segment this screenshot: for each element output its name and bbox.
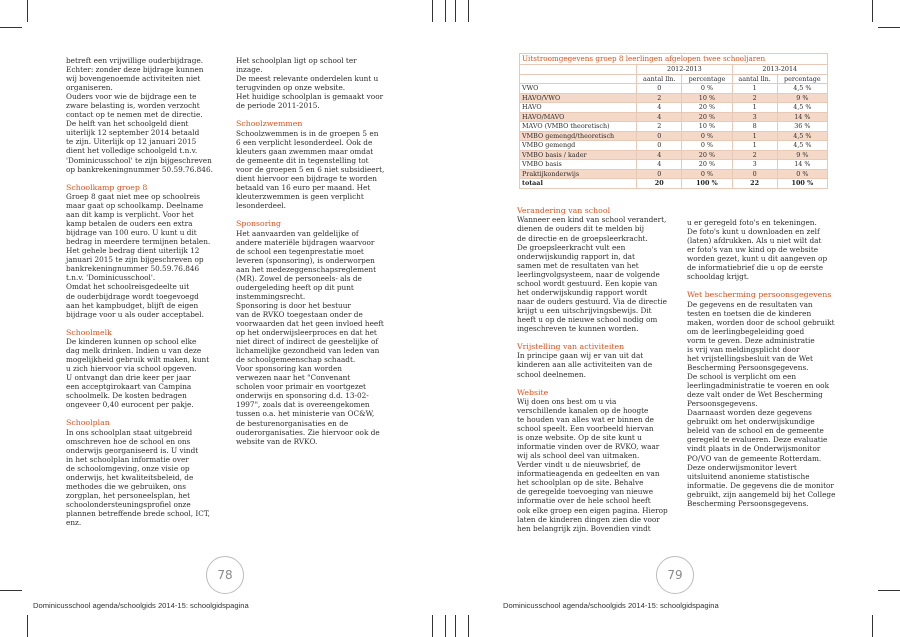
- paragraph: Het schoolplan ligt op school ter inzage. De meest relevante onderdelen kunt u terugvinden op onze website. Het huidige schoolplan is gemaakt voor de periode 2011-2015.: [236, 56, 384, 111]
- table-row: [520, 169, 828, 179]
- crop-mark: [878, 590, 900, 591]
- section-heading: Vrijstelling van activiteiten: [517, 342, 625, 352]
- crop-mark: [468, 0, 469, 22]
- section-heading: Schoolplan: [66, 418, 110, 428]
- left-page-column-1: [66, 56, 236, 527]
- table-cell: 0 %: [777, 169, 827, 179]
- column-header: aantal lln.: [732, 74, 777, 84]
- table-cell: 20 %: [682, 160, 732, 170]
- page-footer: Dominicusschool agenda/schoolgids 2014-15: schoolgidspagina: [33, 601, 249, 610]
- table-cell: 4: [637, 103, 682, 113]
- table-row: [520, 131, 828, 141]
- paragraph: De kinderen kunnen op school elke dag melk drinken. Indien u van deze mogelijkheid gebruik wilt maken, kunt u zich hiervoor via school opgeven. U ontvangt dan drie keer per jaar een acceptgirokaart van Campina schoolmelk. De kosten bedragen ongeveer 0,40 eurocent per pakje.: [66, 337, 210, 410]
- table-cell: 10 %: [682, 93, 732, 103]
- table-cell: 4: [637, 160, 682, 170]
- table-row: [520, 141, 828, 151]
- table-cell: 8: [732, 122, 777, 132]
- table-cell: 0 %: [682, 141, 732, 151]
- row-label: Praktijkonderwijs: [520, 169, 637, 179]
- crop-mark: [468, 615, 469, 637]
- section-heading: Wet bescherming persoonsgegevens: [687, 290, 832, 300]
- crop-mark: [432, 0, 433, 22]
- paragraph: betreft een vrijwillige ouderbijdrage. Echter: zonder deze bijdrage kunnen wij bovengenoemde activiteiten niet organiseren. Ouders voor wie de bijdrage een te zware belasting is, worden verzocht contact op te nemen met de directie. De helft van het schoolgeld dient uiterlijk 12 september 2014 betaald te zijn. Uiterlijk op 12 januari 2015 dient het volledige schoolgeld t.n.v. 'Dominicusschool' te zijn bijgeschreven op bankrekeningnummer 50.59.76.846.: [66, 56, 213, 174]
- table-cell: 2: [732, 93, 777, 103]
- page-number: 78: [206, 556, 244, 594]
- table-cell: 22: [732, 179, 777, 189]
- right-page-column-1: [517, 206, 687, 533]
- table-cell: 4: [637, 112, 682, 122]
- row-label: VMBO gemengd/theoretisch: [520, 131, 637, 141]
- table-cell: 3: [732, 112, 777, 122]
- paragraph: Schoolzwemmen is in de groepen 5 en 6 een verplicht lesonderdeel. Ook de kleuters gaan zwemmen maar omdat de gemeente dit in tegenstelling tot voor de groepen 5 en 6 niet subsidieert, dient hiervoor een bijdrage te worden betaald van 16 euro per maand. Het kleuterzwemmen is geen verplicht lesonderdeel.: [236, 128, 385, 211]
- table-cell: 1: [732, 103, 777, 113]
- row-label: MAVO (VMBO theoretisch): [520, 122, 637, 132]
- table-cell: 0 %: [682, 169, 732, 179]
- column-header: percentage: [777, 74, 827, 84]
- paragraph: In principe gaan wij er van uit dat kinderen aan alle activiteiten van de school deelnemen.: [517, 351, 653, 379]
- table-cell: 20 %: [682, 150, 732, 160]
- table-corner: [520, 74, 637, 84]
- row-label: VWO: [520, 84, 637, 94]
- table-cell: 4,5 %: [777, 103, 827, 113]
- table-cell: 2: [637, 122, 682, 132]
- table-cell: 20 %: [682, 103, 732, 113]
- paragraph: u er geregeld foto's en tekeningen. De foto's kunt u downloaden en zelf (laten) afdrukken. Als u niet wilt dat er foto's van uw kind op de website worden gezet, kunt u dit aangeven op de informatiebrief die u op de eerste schooldag krijgt.: [687, 218, 828, 282]
- outflow-table: [519, 53, 828, 189]
- section-heading: Verandering van school: [517, 206, 611, 215]
- section-heading: Schoolzwemmen: [236, 119, 303, 129]
- page-number: 79: [656, 556, 694, 594]
- paragraph: Wij doen ons best om u via verschillende kanalen op de hoogte te houden van alles wat er binnen de school speelt. Een voorbeeld hiervan is onze website. Op de site kunt u informatie vinden over de RVKO, waar wij als school deel van uitmaken. Verder vindt u de nieuwsbrief, de informatieagenda en gedeelten en van het schoolplan op de site. Behalve de geregelde toevoeging van nieuwe informatie over de hele school heeft ook elke groep een eigen pagina. Hierop laten de kinderen dingen zien die voor hen belangrijk zijn. Bovendien vindt: [517, 396, 668, 533]
- crop-mark: [872, 615, 873, 637]
- crop-mark: [27, 0, 28, 22]
- table-cell: 9 %: [777, 93, 827, 103]
- row-label: HAVO: [520, 103, 637, 113]
- right-page-column-2: [687, 218, 859, 508]
- table-cell: 0: [637, 141, 682, 151]
- table-cell: 1: [732, 84, 777, 94]
- crop-mark: [27, 615, 28, 637]
- left-page-column-2: [236, 56, 406, 446]
- year-header: 2012-2013: [637, 65, 732, 75]
- table-row: [520, 93, 828, 103]
- section-heading: Schoolkamp groep 8: [66, 182, 148, 192]
- paragraph: De gegevens en de resultaten van testen en toetsen die de kinderen maken, worden door de school gebruikt om de leerlingbegeleiding goed vorm te geven. Deze administratie is vrij van meldingsplicht door het vrijstellingsbesluit van de Wet Bescherming Persoonsgegevens. De school is verplicht om een leerlingadministratie te voeren en ook deze valt onder de Wet Bescherming Persoonsgegevens. Daarnaast worden deze gegevens gebruikt om het onderwijskundige beleid van de school en de gemeente geregeld te evalueren. Deze evaluatie vindt plaats in de Onderwijsmonitor PO/VO van de gemeente Rotterdam. Deze onderwijsmonitor levert uitsluitend anonieme statistische informatie. De gegevens die de monitor gebruikt, zijn aangemeld bij het College Bescherming Persoonsgegevens.: [687, 299, 836, 508]
- crop-mark: [878, 27, 900, 28]
- table-cell: 100 %: [682, 179, 732, 189]
- crop-mark: [445, 0, 446, 22]
- crop-mark: [432, 615, 433, 637]
- row-label: VMBO gemengd: [520, 141, 637, 151]
- crop-mark: [445, 615, 446, 637]
- table-cell: 4,5 %: [777, 141, 827, 151]
- crop-mark: [0, 27, 22, 28]
- table-cell: 2: [732, 150, 777, 160]
- table-cell: 4,5 %: [777, 131, 827, 141]
- table-cell: 0 %: [682, 84, 732, 94]
- table-cell: 2: [637, 93, 682, 103]
- crop-mark: [455, 615, 456, 637]
- row-label: HAVO/MAVO: [520, 112, 637, 122]
- table-row: [520, 150, 828, 160]
- paragraph: Het aanvaarden van geldelijke of andere materiële bijdragen waarvoor de school een tegenprestatie moet leveren (sponsoring), is onderworpen aan het medezeggenschapsreglement (MR). Zowel de personeels- als de oudergeleding heeft op dit punt instemmingsrecht. Sponsoring is door het bestuur van de RVKO toegestaan onder de voorwaarden dat het geen invloed heeft op het onderwijsleerproces en dat het niet direct of indirect de geestelijke of lichamelijke gezondheid van leden van de schoolgemeenschap schaadt. Voor sponsoring kan worden verwezen naar het "Convenant scholen voor primair en voortgezet onderwijs en sponsoring d.d. 13-02- 1997", zoals dat is overeengekomen tussen o.a. het ministerie van OC&W, de besturenorganisaties en de ouderorganisaties. Zie hiervoor ook de website van de RVKO.: [236, 228, 384, 446]
- table-cell: 0: [637, 131, 682, 141]
- row-label: VMBO basis / kader: [520, 150, 637, 160]
- paragraph: Groep 8 gaat niet mee op schoolreis maar gaat op schoolkamp. Deelname aan dit kamp is verplicht. Voor het kamp betalen de ouders een extra bijdrage van 100 euro. U kunt u dit bedrag in meerdere termijnen betalen. Het gehele bedrag dient uiterlijk 12 januari 2015 te zijn bijgeschreven op bankrekeningnummer 50.59.76.846 t.n.v. 'Dominicusschool'. Omdat het schoolreisgedeelte uit de ouderbijdrage wordt toegevoegd aan het kampbudget, blijft de eigen bijdrage voor u als ouder acceptabel.: [66, 192, 211, 319]
- table-cell: 1: [732, 131, 777, 141]
- crop-mark: [455, 0, 456, 22]
- table-cell: 3: [732, 160, 777, 170]
- paragraph: In ons schoolplan staat uitgebreid omschreven hoe de school en ons onderwijs georganiseerd is. U vindt in het schoolplan informatie over de schoolomgeving, onze visie op onderwijs, het kwaliteitsbeleid, de methodes die we gebruiken, ons zorgplan, het personeelsplan, het schoolondersteuningsprofiel onze plannen betreffende brede school, ICT, enz.: [66, 427, 210, 528]
- table-cell: 10 %: [682, 122, 732, 132]
- table-cell: 36 %: [777, 122, 827, 132]
- table-cell: 20: [637, 179, 682, 189]
- table-cell: 100 %: [777, 179, 827, 189]
- table-cell: 0 %: [682, 131, 732, 141]
- year-header: 2013-2014: [732, 65, 827, 75]
- table-row: [520, 112, 828, 122]
- column-header: percentage: [682, 74, 732, 84]
- table-cell: 9 %: [777, 150, 827, 160]
- column-header: aantal lln.: [637, 74, 682, 84]
- table-cell: 0: [637, 169, 682, 179]
- crop-mark: [0, 590, 22, 591]
- table-cell: 20 %: [682, 112, 732, 122]
- section-heading: Sponsoring: [236, 219, 281, 229]
- table-row: [520, 103, 828, 113]
- row-label: VMBO basis: [520, 160, 637, 170]
- table-title: Uitstroomgegevens groep 8 leerlingen afgelopen twee schooljaren: [520, 54, 828, 65]
- total-label: totaal: [520, 179, 637, 189]
- table-cell: 0: [637, 84, 682, 94]
- section-heading: Schoolmelk: [66, 327, 112, 337]
- table-cell: 14 %: [777, 160, 827, 170]
- table-cell: 4,5 %: [777, 84, 827, 94]
- table-row: [520, 160, 828, 170]
- table-cell: 14 %: [777, 112, 827, 122]
- table-corner: [520, 65, 637, 75]
- page-footer: Dominicusschool agenda/schoolgids 2014-15: schoolgidspagina: [503, 601, 719, 610]
- crop-mark: [872, 0, 873, 22]
- section-heading: Website: [517, 387, 549, 397]
- table-row: [520, 122, 828, 132]
- paragraph: Wanneer een kind van school verandert, dienen de ouders dit te melden bij de directie en de groepsleerkracht. De groepsleerkracht vult een onderwijskundig rapport in, dat samen met de resultaten van het leerlingvolgsysteem, naar de volgende school wordt gestuurd. Een kopie van het onderwijskundig rapport wordt naar de ouders gestuurd. Via de directie krijgt u een uitschrijvingsbewijs. Dit heeft u op de nieuwe school nodig om ingeschreven te kunnen worden.: [517, 215, 667, 333]
- table-row: [520, 84, 828, 94]
- table-cell: 1: [732, 141, 777, 151]
- table-cell: 0: [732, 169, 777, 179]
- row-label: HAVO/VWO: [520, 93, 637, 103]
- table-cell: 4: [637, 150, 682, 160]
